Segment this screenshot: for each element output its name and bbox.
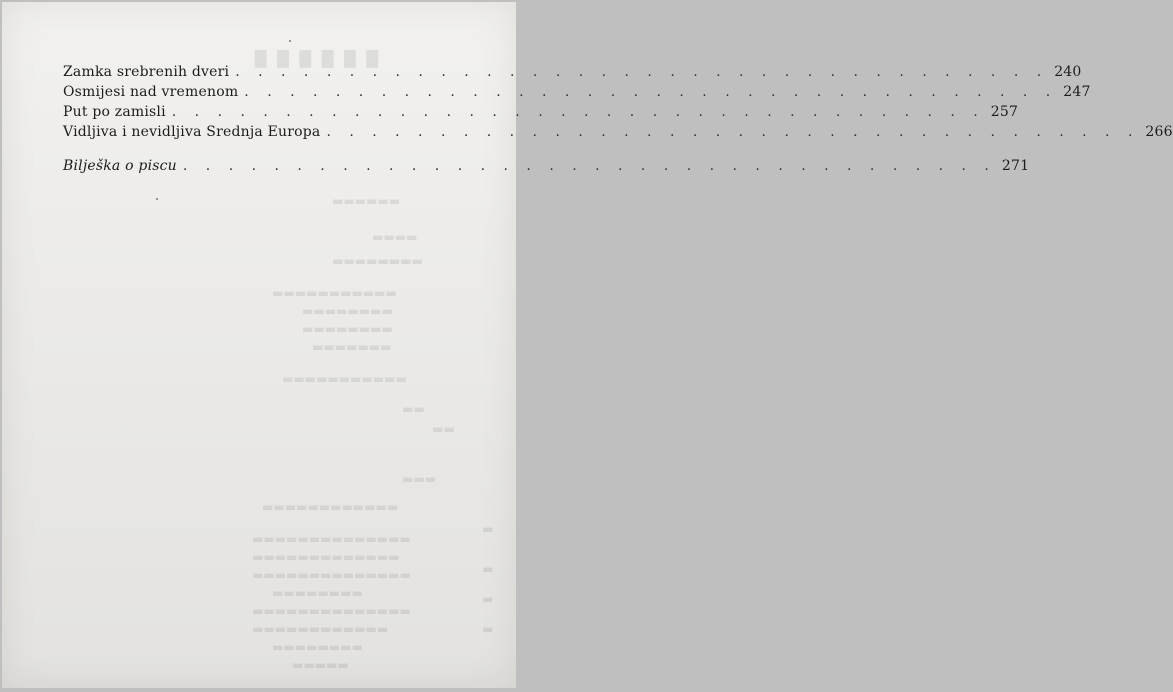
dot-leader: . . . . . . . . . . . . . . . . . . . . . . . . . . . . . . . . . . . . [235, 64, 1049, 80]
toc-entry[interactable] [63, 62, 1082, 82]
toc-entry-page: 240 [1054, 64, 1082, 80]
ink-speck [289, 40, 291, 42]
table-of-contents [63, 62, 1173, 176]
toc-entry-title: Zamka srebrenih dveri [63, 64, 230, 80]
toc-entry[interactable] [63, 122, 1173, 142]
toc-entry-page: 247 [1063, 84, 1091, 100]
dot-leader: . . . . . . . . . . . . . . . . . . . . . . . . . . . . . . . . . . . . [182, 158, 996, 174]
toc-entry-page: 257 [990, 104, 1019, 120]
dot-leader: . . . . . . . . . . . . . . . . . . . . . . . . . . . . . . . . . . . . [171, 104, 985, 120]
toc-note-title: Bilješka o piscu [63, 158, 177, 174]
toc-entry-page: 266 [1145, 124, 1173, 140]
toc-note-page: 271 [1001, 158, 1030, 174]
toc-note-entry[interactable] [63, 156, 1030, 176]
dot-leader: . . . . . . . . . . . . . . . . . . . . . . . . . . . . . . . . . . . . [244, 84, 1058, 100]
toc-entry-title: Put po zamisli [63, 104, 166, 120]
toc-entry-title: Vidljiva i nevidljiva Srednja Europa [63, 124, 321, 140]
toc-entry-title: Osmijesi nad vremenom [63, 84, 239, 100]
ink-speck [156, 198, 158, 200]
toc-entry[interactable] [63, 102, 1019, 122]
dot-leader: . . . . . . . . . . . . . . . . . . . . . . . . . . . . . . . . . . . . [326, 124, 1140, 140]
toc-entry[interactable] [63, 82, 1091, 102]
book-page: █ █ █ █ █ █ ▬▬▬▬▬▬ ▬▬▬▬ ▬▬▬▬▬▬▬▬ ▬▬▬▬▬▬▬▬▬▬▬ ▬▬▬▬▬▬▬▬ ▬▬▬▬▬▬▬▬ ▬▬▬▬▬▬▬ ▬▬▬▬▬▬▬▬▬▬▬ ▬▬ ▬▬ ▬▬▬ ▬▬▬▬▬▬▬▬▬▬▬▬ ▬▬▬▬▬▬▬▬▬▬▬▬▬▬ ▬▬▬▬▬▬▬▬▬▬▬▬▬ ▬▬▬▬▬▬▬▬▬▬▬▬▬▬ ▬▬▬▬▬▬▬▬ ▬▬▬▬▬▬▬▬▬▬▬▬▬▬ ▬▬▬▬▬▬▬▬▬▬▬▬ ▬▬▬▬▬▬▬▬ ▬▬▬▬▬ ▬ ▬ ▬ ▬ Zamka srebrenih dveri . . . . . . . . . . . . . . . . . . . . . . . . . . . . . . . . . . . . 240 Osmijesi nad vremenom . . . . . . . . . . . . . . . . . . . . . . . . . . . . . . . . . . . . 247 Put po zamisli . . . . . . . . . . . . . . . . . . . . . . . . . . . . . . . . . . . . 257 Vidljiva i nevidljiva Srednja Europa . . . . . . . . . . . . . . . . . . . . . . . . . . . . . . . . . . . . 266 Bilješka o piscu . . . . . . . . . . . . . . . . . . . . . . . . . . . . . . . . . . . . 271 [2, 2, 516, 688]
